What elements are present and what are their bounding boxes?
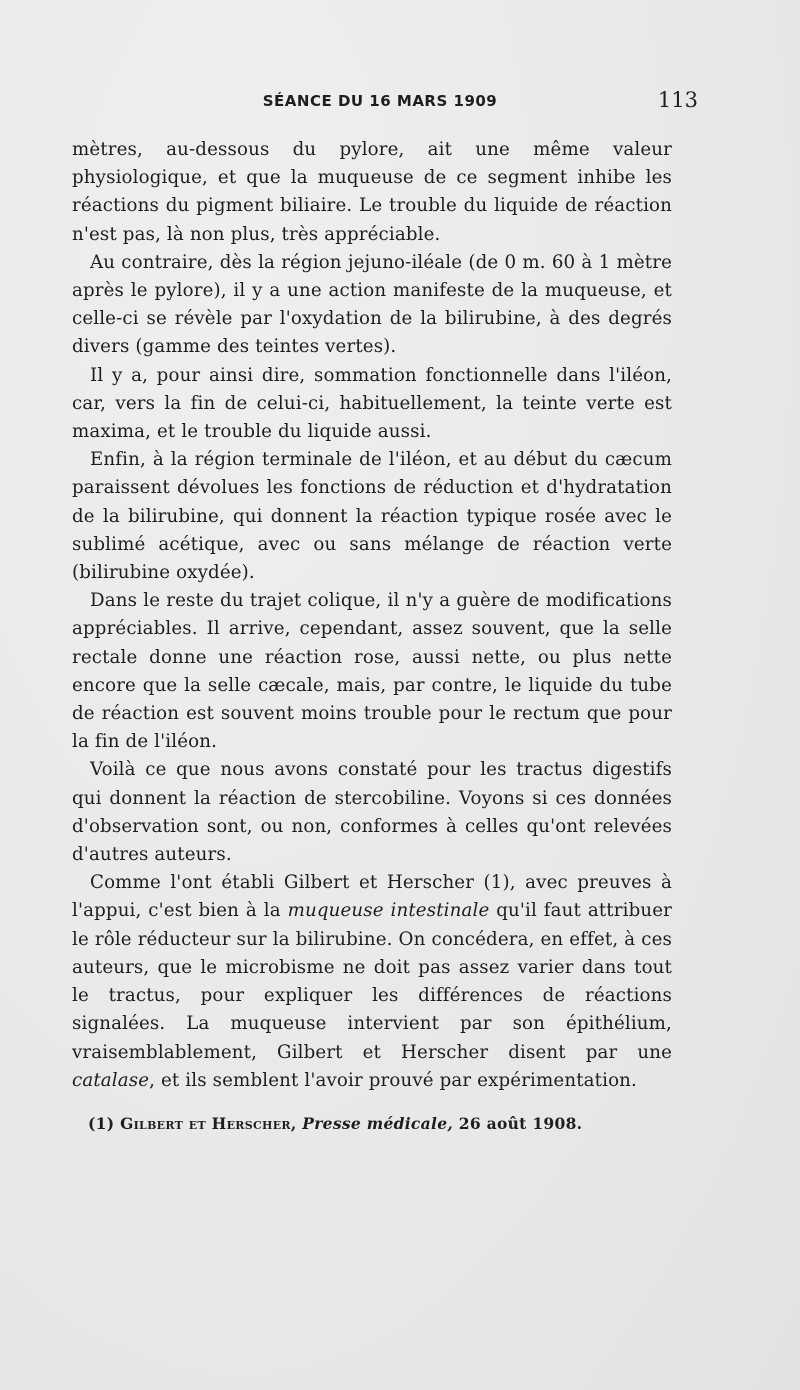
page-number: 113 xyxy=(657,88,698,112)
footnote-marker: (1) xyxy=(88,1114,115,1133)
footnote-date: 26 août 1908. xyxy=(458,1114,583,1133)
paragraph-6: Voilà ce que nous avons constaté pour les tractus digestifs qui donnent la réaction de stercobiline. Voyons si ces données d'observation sont, ou non, conformes à celles qu'ont relevées d'autres auteurs. xyxy=(72,759,672,866)
page-header xyxy=(70,88,698,120)
italic-word-catalase: catalase xyxy=(72,1069,150,1091)
running-head: SÉANCE DU 16 MARS 1909 xyxy=(262,92,498,110)
paragraph-7 xyxy=(72,869,672,1095)
body-text xyxy=(72,136,672,1095)
paragraph-4: Enfin, à la région terminale de l'iléon, et au début du cæcum paraissent dévolues les fonctions de réduction et d'hydratation de la bilirubine, qui donnent la réaction typique rosée avec le sublimé acétique, avec ou sans mélange de réaction verte (bilirubine oxydée). xyxy=(72,449,672,584)
paragraph-7-text-b: qu'il faut attribuer le rôle réducteur sur la bilirubine. On concédera, en effet, à ces auteurs, que le microbisme ne doit pas assez varier dans tout le tractus, pour expliquer les différences de réactions signalées. La muqueuse intervient par son épithélium, vraisemblablement, Gilbert et Herscher disent par une xyxy=(72,900,672,1063)
footnote xyxy=(88,1114,688,1133)
paragraph-3: Il y a, pour ainsi dire, sommation fonctionnelle dans l'iléon, car, vers la fin de celui-ci, habituellement, la teinte verte est maxima, et le trouble du liquide aussi. xyxy=(72,364,672,443)
paragraph-7-text-c: , et ils semblent l'avoir prouvé par expérimentation. xyxy=(149,1069,637,1091)
paragraph-5: Dans le reste du trajet colique, il n'y a guère de modifications appréciables. Il arrive, cependant, assez souvent, que la selle rectale donne une réaction rose, aussi nette, ou plus nette encore que la selle cæcale, mais, par contre, le liquide du tube de réaction est souvent moins trouble pour le rectum que pour la fin de l'iléon. xyxy=(72,590,672,753)
paragraph-7-text-a: Comme l'ont établi Gilbert et Herscher (1), avec preuves à l'appui, c'est bien à la xyxy=(72,872,672,922)
italic-phrase-muqueuse: muqueuse intestinale xyxy=(287,900,490,922)
paragraph-1: mètres, au-dessous du pylore, ait une même valeur physiologique, et que la muqueuse de ce segment inhibe les réactions du pigment biliaire. Le trouble du liquide de réaction n'est pas, là non plus, très appréciable. xyxy=(72,139,672,245)
footnote-journal: Presse médicale, xyxy=(302,1114,454,1133)
paragraph-2: Au contraire, dès la région jejuno-iléale (de 0 m. 60 à 1 mètre après le pylore), il y a une action manifeste de la muqueuse, et celle-ci se révèle par l'oxydation de la bilirubine, à des degrés divers (gamme des teintes vertes). xyxy=(72,251,672,358)
footnote-authors: Gilbert et Herscher, xyxy=(120,1114,297,1133)
